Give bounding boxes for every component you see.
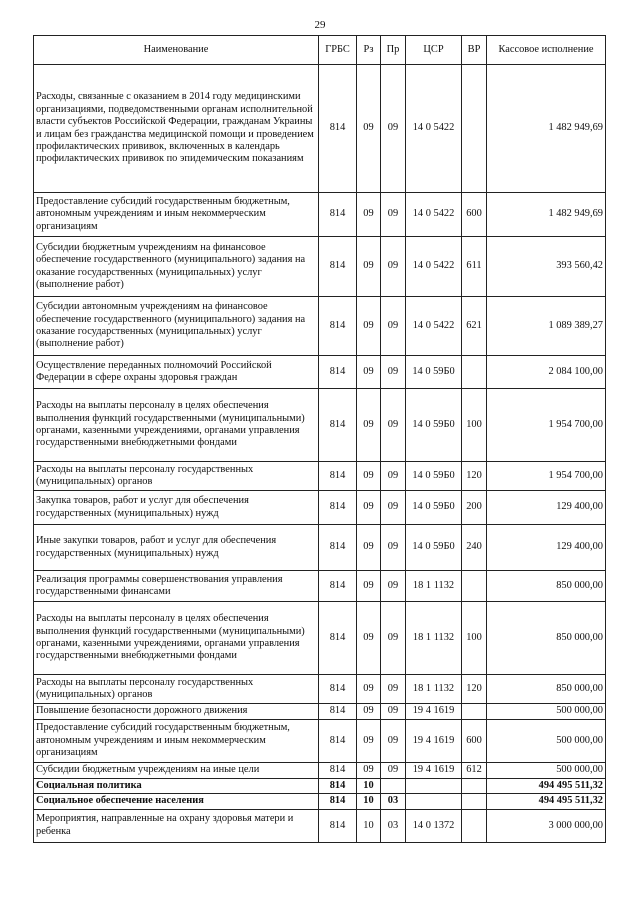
cell-pr: 09 (381, 571, 406, 602)
cell-csr: 14 0 59Б0 (406, 462, 462, 491)
cell-grbs: 814 (319, 571, 357, 602)
cell-csr (406, 779, 462, 794)
cell-rz: 10 (357, 809, 381, 842)
table-row (34, 675, 606, 704)
cell-name: Закупка товаров, работ и услуг для обеспечения государственных (муниципальных) нужд (34, 491, 319, 525)
cell-grbs: 814 (319, 237, 357, 297)
cell-amount: 500 000,00 (487, 763, 606, 779)
cell-name: Субсидии бюджетным учреждениям на иные цели (34, 763, 319, 779)
cell-pr: 09 (381, 675, 406, 704)
cell-grbs: 814 (319, 65, 357, 193)
cell-amount: 393 560,42 (487, 237, 606, 297)
table-row (34, 809, 606, 842)
table-row (34, 356, 606, 389)
cell-name: Иные закупки товаров, работ и услуг для обеспечения государственных (муниципальных) нужд (34, 525, 319, 571)
cell-vr: 100 (462, 389, 487, 462)
cell-vr: 120 (462, 675, 487, 704)
cell-amount: 850 000,00 (487, 571, 606, 602)
cell-name: Социальная политика (34, 779, 319, 794)
cell-name: Социальное обеспечение населения (34, 794, 319, 809)
header-row (34, 36, 606, 65)
cell-rz: 09 (357, 704, 381, 720)
cell-pr (381, 779, 406, 794)
cell-rz: 09 (357, 65, 381, 193)
cell-csr: 14 0 5422 (406, 193, 462, 237)
cell-csr: 19 4 1619 (406, 720, 462, 763)
cell-vr (462, 65, 487, 193)
cell-rz: 09 (357, 720, 381, 763)
cell-name: Осуществление переданных полномочий Российской Федерации в сфере охраны здоровья граждан (34, 356, 319, 389)
table-row (34, 65, 606, 193)
cell-csr: 18 1 1132 (406, 602, 462, 675)
cell-name: Предоставление субсидий государственным бюджетным, автономным учреждениям и иным некоммерческим организациям (34, 193, 319, 237)
cell-name: Субсидии автономным учреждениям на финансовое обеспечение государственного (муниципального) задания на оказание государственных (муниципальных) услуг (выполнение работ) (34, 297, 319, 356)
cell-vr (462, 779, 487, 794)
cell-csr: 19 4 1619 (406, 763, 462, 779)
cell-amount: 1 482 949,69 (487, 193, 606, 237)
cell-csr: 18 1 1132 (406, 675, 462, 704)
table-row (34, 389, 606, 462)
cell-vr: 600 (462, 193, 487, 237)
cell-name: Субсидии бюджетным учреждениям на финансовое обеспечение государственного (муниципального) задания на оказание государственных (муниципальных) услуг (выполнение работ) (34, 237, 319, 297)
cell-amount: 2 084 100,00 (487, 356, 606, 389)
cell-pr: 03 (381, 809, 406, 842)
cell-csr: 14 0 59Б0 (406, 491, 462, 525)
table-row (34, 297, 606, 356)
cell-pr: 09 (381, 602, 406, 675)
cell-vr (462, 704, 487, 720)
cell-vr: 600 (462, 720, 487, 763)
table-row (34, 571, 606, 602)
cell-amount: 500 000,00 (487, 704, 606, 720)
cell-rz: 09 (357, 763, 381, 779)
cell-grbs: 814 (319, 794, 357, 809)
cell-grbs: 814 (319, 356, 357, 389)
cell-amount: 3 000 000,00 (487, 809, 606, 842)
cell-grbs: 814 (319, 809, 357, 842)
cell-rz: 09 (357, 571, 381, 602)
table-row (34, 193, 606, 237)
cell-pr: 09 (381, 720, 406, 763)
table-row (34, 763, 606, 779)
table-row (34, 491, 606, 525)
cell-rz: 09 (357, 675, 381, 704)
cell-name: Реализация программы совершенствования управления государственными финансами (34, 571, 319, 602)
cell-vr (462, 571, 487, 602)
cell-name: Повышение безопасности дорожного движения (34, 704, 319, 720)
cell-pr: 09 (381, 356, 406, 389)
cell-pr: 09 (381, 389, 406, 462)
cell-pr: 09 (381, 237, 406, 297)
cell-amount: 1 954 700,00 (487, 462, 606, 491)
cell-pr: 09 (381, 491, 406, 525)
cell-pr: 09 (381, 193, 406, 237)
header-name: Наименование (34, 36, 319, 65)
cell-vr (462, 356, 487, 389)
cell-grbs: 814 (319, 525, 357, 571)
cell-rz: 09 (357, 491, 381, 525)
table-row (34, 794, 606, 809)
cell-amount: 1 482 949,69 (487, 65, 606, 193)
cell-rz: 09 (357, 356, 381, 389)
table-row (34, 720, 606, 763)
cell-rz: 09 (357, 193, 381, 237)
cell-rz: 09 (357, 462, 381, 491)
cell-pr: 09 (381, 462, 406, 491)
cell-csr: 14 0 59Б0 (406, 525, 462, 571)
cell-grbs: 814 (319, 763, 357, 779)
cell-csr: 14 0 5422 (406, 65, 462, 193)
cell-csr: 14 0 59Б0 (406, 389, 462, 462)
cell-csr: 14 0 5422 (406, 237, 462, 297)
page-number: 29 (314, 19, 326, 31)
cell-grbs: 814 (319, 602, 357, 675)
cell-grbs: 814 (319, 193, 357, 237)
cell-rz: 09 (357, 297, 381, 356)
cell-rz: 09 (357, 602, 381, 675)
header-amount: Кассовое исполнение (487, 36, 606, 65)
cell-vr: 100 (462, 602, 487, 675)
cell-amount: 1 089 389,27 (487, 297, 606, 356)
cell-grbs: 814 (319, 720, 357, 763)
cell-amount: 129 400,00 (487, 525, 606, 571)
cell-grbs: 814 (319, 462, 357, 491)
header-csr: ЦСР (406, 36, 462, 65)
budget-table (33, 35, 606, 843)
cell-vr: 240 (462, 525, 487, 571)
cell-csr: 14 0 59Б0 (406, 356, 462, 389)
cell-rz: 10 (357, 794, 381, 809)
table-row (34, 462, 606, 491)
cell-vr: 612 (462, 763, 487, 779)
cell-grbs: 814 (319, 389, 357, 462)
cell-rz: 09 (357, 525, 381, 571)
cell-csr: 14 0 5422 (406, 297, 462, 356)
cell-grbs: 814 (319, 779, 357, 794)
cell-amount: 494 495 511,32 (487, 794, 606, 809)
cell-name: Расходы, связанные с оказанием в 2014 году медицинскими организациями, подведомственными органам исполнительной власти субъектов Российской Федерации, гражданам Украины и лицам без гражданства медицинской помощи и проведением профилактических прививок, включенных в календарь профилактических прививок по эпидемическим показаниям (34, 65, 319, 193)
cell-name: Расходы на выплаты персоналу в целях обеспечения выполнения функций государственными (муниципальными) органами, казенными учреждениями, органами управления государственными внебюджетными фондами (34, 602, 319, 675)
header-grbs: ГРБС (319, 36, 357, 65)
cell-grbs: 814 (319, 297, 357, 356)
cell-name: Расходы на выплаты персоналу государственных (муниципальных) органов (34, 675, 319, 704)
cell-name: Мероприятия, направленные на охрану здоровья матери и ребенка (34, 809, 319, 842)
cell-vr: 200 (462, 491, 487, 525)
header-pr: Пр (381, 36, 406, 65)
cell-grbs: 814 (319, 704, 357, 720)
table-row (34, 602, 606, 675)
cell-pr: 09 (381, 763, 406, 779)
cell-csr: 14 0 1372 (406, 809, 462, 842)
cell-name: Расходы на выплаты персоналу государственных (муниципальных) органов (34, 462, 319, 491)
cell-pr: 09 (381, 704, 406, 720)
cell-grbs: 814 (319, 491, 357, 525)
cell-pr: 09 (381, 65, 406, 193)
table-row (34, 237, 606, 297)
table-row (34, 779, 606, 794)
cell-rz: 09 (357, 389, 381, 462)
cell-csr (406, 794, 462, 809)
cell-amount: 500 000,00 (487, 720, 606, 763)
cell-name: Предоставление субсидий государственным бюджетным, автономным учреждениям и иным некоммерческим организациям (34, 720, 319, 763)
cell-pr: 03 (381, 794, 406, 809)
cell-csr: 18 1 1132 (406, 571, 462, 602)
cell-pr: 09 (381, 525, 406, 571)
table-row (34, 525, 606, 571)
cell-amount: 129 400,00 (487, 491, 606, 525)
cell-vr: 611 (462, 237, 487, 297)
table-row (34, 704, 606, 720)
cell-amount: 494 495 511,32 (487, 779, 606, 794)
cell-amount: 1 954 700,00 (487, 389, 606, 462)
cell-rz: 09 (357, 237, 381, 297)
cell-grbs: 814 (319, 675, 357, 704)
cell-vr (462, 794, 487, 809)
header-vr: ВР (462, 36, 487, 65)
cell-vr: 120 (462, 462, 487, 491)
cell-pr: 09 (381, 297, 406, 356)
cell-name: Расходы на выплаты персоналу в целях обеспечения выполнения функций государственными (муниципальными) органами, казенными учреждениями, органами управления государственными внебюджетными фондами (34, 389, 319, 462)
cell-rz: 10 (357, 779, 381, 794)
cell-csr: 19 4 1619 (406, 704, 462, 720)
header-rz: Рз (357, 36, 381, 65)
cell-amount: 850 000,00 (487, 602, 606, 675)
cell-vr: 621 (462, 297, 487, 356)
cell-vr (462, 809, 487, 842)
cell-amount: 850 000,00 (487, 675, 606, 704)
